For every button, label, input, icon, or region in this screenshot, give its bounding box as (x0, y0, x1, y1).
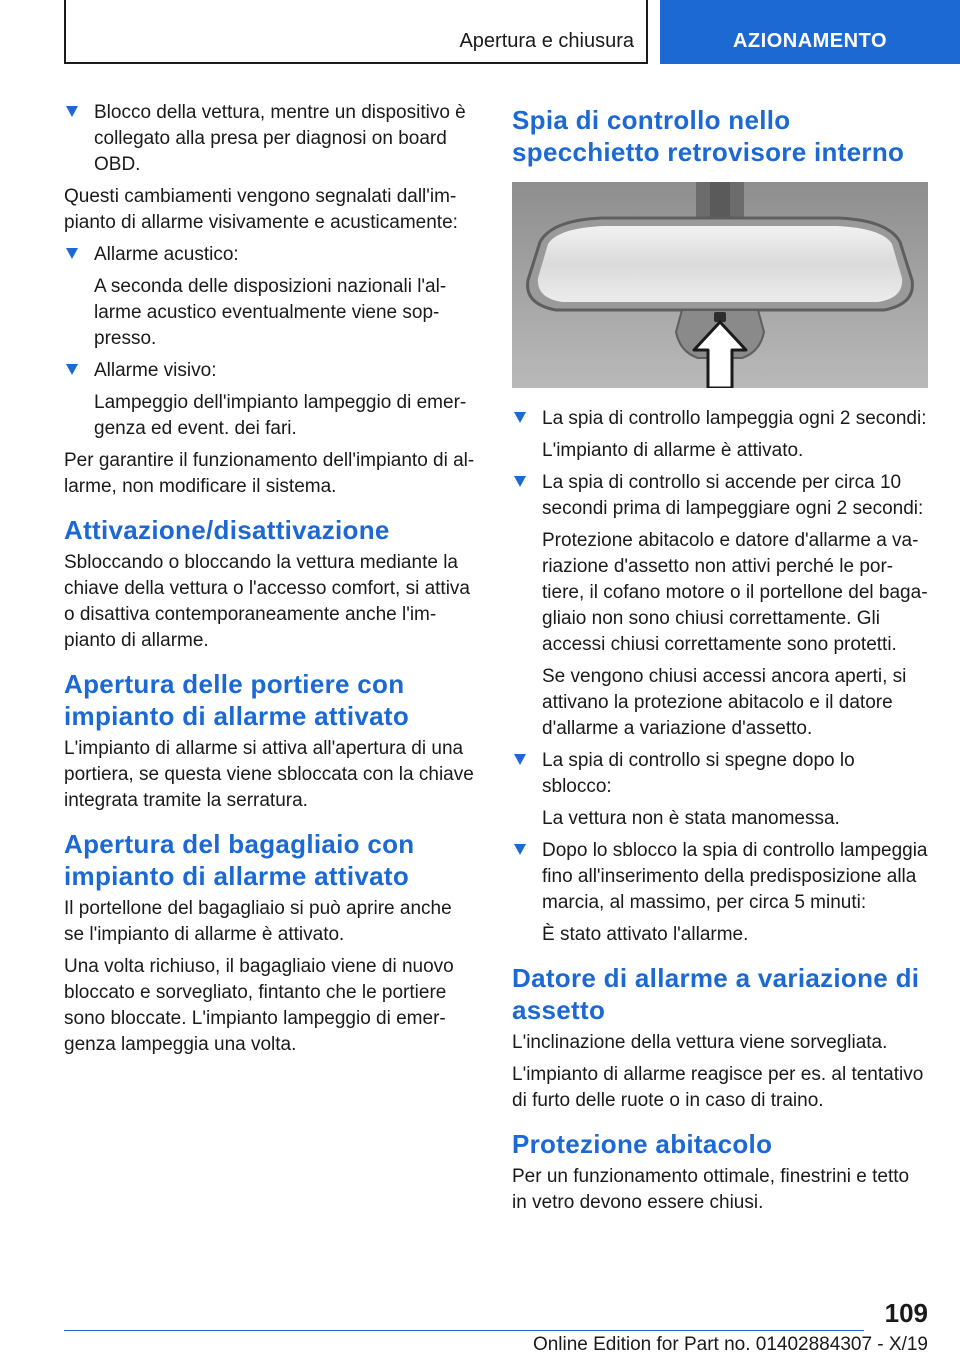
list-item-text: Protezione abitacolo e datore d'allarme a variazione d'assetto non attivi perché le portiere, il cofano motore o il portellone del bagagliaio non sono chiusi correttamente. Gli accessi chiusi correttamente sono protetti. (542, 530, 928, 655)
paragraph: L'inclinazione della vettura viene sorvegliata. (512, 1032, 888, 1053)
chapter-tab-label: AZIONAMENTO (732, 30, 887, 52)
paragraph: Per un funzionamento ottimale, finestrini e tetto in vetro devono essere chiusi. (512, 1166, 910, 1213)
list-item-title: Dopo lo sblocco la spia di controllo lampeggia fino all'inserimento della predisposizione alla marcia, al massimo, per circa 5 minuti: (542, 840, 928, 913)
paragraph: L'impianto di allarme si attiva all'apertura di una portiera, se questa viene sbloccata con la chiave integrata tramite la serratura. (64, 738, 474, 811)
bullet-triangle-icon (514, 754, 526, 765)
list-item (512, 838, 928, 948)
bullet-triangle-icon (66, 364, 78, 375)
header-frame (64, 0, 648, 64)
list-item-text: La vettura non è stata manomessa. (542, 808, 840, 829)
list-item (512, 748, 928, 832)
footer-edition: Online Edition for Part no. 01402884307 - X/19 (532, 1334, 928, 1355)
section-heading: Apertura del bagagliaio con impianto di allarme attivato (64, 829, 415, 891)
section-heading: Attivazione/disattivazione (64, 515, 390, 545)
list-item-title: La spia di controllo si spegne dopo lo sblocco: (542, 750, 855, 797)
footer-divider (64, 1330, 864, 1331)
list-item (512, 470, 928, 742)
list-item-text: A seconda delle disposizioni nazionali l'allarme acustico eventualmente viene soppresso. (94, 276, 447, 349)
section-heading: Apertura delle portiere con impianto di allarme attivato (64, 669, 410, 731)
rearview-mirror-illustration (512, 182, 928, 388)
list-item-title: Allarme visivo: (94, 360, 217, 381)
bullet-triangle-icon (514, 844, 526, 855)
list-item-text: Blocco della vettura, mentre un dispositivo è collegato alla presa per diagnosi on board OBD. (94, 102, 466, 175)
bullet-triangle-icon (514, 476, 526, 487)
list-item (512, 406, 928, 464)
chapter-tab (660, 0, 960, 64)
paragraph: Sbloccando o bloccando la vettura mediante la chiave della vettura o l'accesso comfort, si attiva o disattiva contemporaneamente anche l'impianto di allarme. (64, 552, 470, 651)
list-item-text: L'impianto di allarme è attivato. (542, 440, 804, 461)
page-number: 109 (884, 1298, 928, 1328)
bullet-triangle-icon (66, 106, 78, 117)
paragraph: Per garantire il funzionamento dell'impianto di allarme, non modificare il sistema. (64, 450, 475, 497)
bullet-triangle-icon (66, 248, 78, 259)
section-heading: Datore di allarme a variazione di assetto (512, 963, 920, 1025)
paragraph: Il portellone del bagagliaio si può aprire anche se l'impianto di allarme è attivato. (64, 898, 452, 945)
list-item-title: La spia di controllo lampeggia ogni 2 secondi: (542, 408, 927, 429)
list-item-text: Se vengono chiusi accessi ancora aperti, si attivano la protezione abitacolo e il datore d'allarme a variazione d'assetto. (542, 666, 907, 739)
list-item (64, 358, 476, 442)
paragraph: Una volta richiuso, il bagagliaio viene di nuovo bloccato e sorvegliato, fintanto che le portiere sono bloccate. L'impianto lampeggio di emergenza lampeggia una volta. (64, 956, 454, 1055)
section-heading: Protezione abitacolo (512, 1129, 773, 1159)
list-item-text: È stato attivato l'allarme. (542, 924, 749, 945)
list-item-text: Lampeggio dell'impianto lampeggio di emergenza ed event. dei fari. (94, 392, 467, 439)
left-column (64, 100, 476, 1064)
right-column (512, 100, 928, 1222)
list-item-title: La spia di controllo si accende per circa 10 secondi prima di lampeggiare ogni 2 secondi: (542, 472, 924, 519)
list-item (64, 100, 476, 178)
bullet-triangle-icon (514, 412, 526, 423)
list-item-title: Allarme acustico: (94, 244, 239, 265)
list-item (64, 242, 476, 352)
paragraph: Questi cambiamenti vengono segnalati dall'impianto di allarme visivamente e acusticamente: (64, 186, 458, 233)
section-title: Apertura e chiusura (459, 30, 634, 52)
paragraph: L'impianto di allarme reagisce per es. al tentativo di furto delle ruote o in caso di traino. (512, 1064, 924, 1111)
section-heading: Spia di controllo nello specchietto retrovisore interno (512, 105, 905, 167)
